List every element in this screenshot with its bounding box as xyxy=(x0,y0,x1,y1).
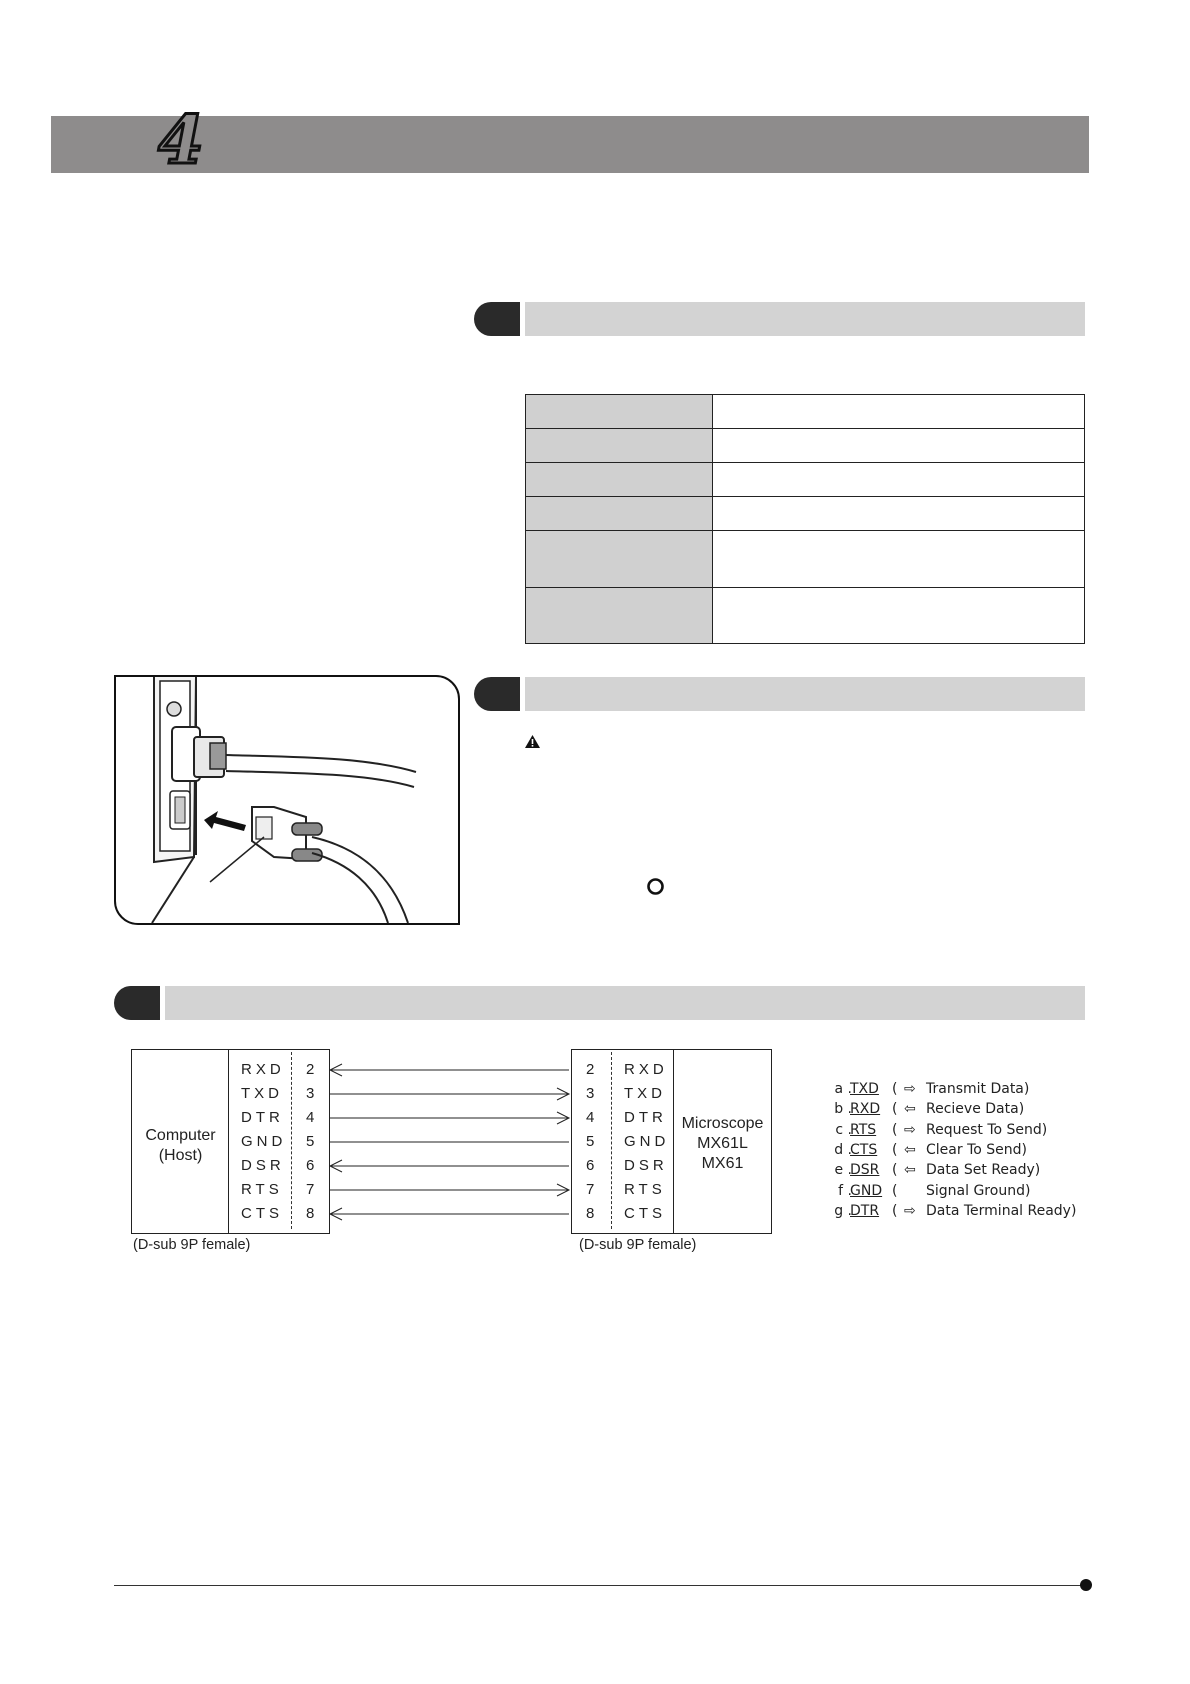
left-pin-signal: DSR xyxy=(241,1157,285,1174)
legend-abbreviation: RXD xyxy=(850,1101,881,1118)
legend-direction-arrow-icon: ⇨ xyxy=(904,1202,916,1219)
legend-direction-arrow-icon: ⇨ xyxy=(904,1081,916,1097)
legend-abbreviation: TXD xyxy=(850,1081,879,1097)
right-pin-number: 7 xyxy=(586,1181,595,1198)
legend-letter: b . xyxy=(834,1101,852,1118)
chapter-number: 4 xyxy=(158,101,204,179)
legend-paren: ( xyxy=(892,1101,898,1118)
model-label-2: MX61 xyxy=(701,1155,744,1172)
computer-label: Computer xyxy=(145,1127,216,1144)
left-pin-number: 8 xyxy=(306,1205,315,1222)
legend-description: Data Set Ready) xyxy=(926,1162,1041,1179)
left-pin-signal: RTS xyxy=(241,1181,283,1198)
right-pin-signal: RXD xyxy=(624,1061,668,1078)
left-connector-caption: (D-sub 9P female) xyxy=(133,1237,251,1253)
right-pin-number: 4 xyxy=(586,1109,595,1126)
legend-abbreviation: CTS xyxy=(850,1141,878,1158)
legend-abbreviation: DTR xyxy=(850,1202,880,1219)
left-pin-number: 5 xyxy=(306,1133,315,1150)
left-pin-signal: CTS xyxy=(241,1205,283,1222)
legend-letter: c . xyxy=(835,1121,852,1138)
left-pin-signal: DTR xyxy=(241,1109,284,1126)
left-pin-number: 7 xyxy=(306,1181,315,1198)
right-pin-signal: DSR xyxy=(624,1157,668,1174)
right-pin-signal: TXD xyxy=(624,1085,666,1102)
legend-description: Data Terminal Ready) xyxy=(926,1202,1077,1219)
legend-paren: ( xyxy=(892,1141,898,1158)
left-pin-signal: TXD xyxy=(241,1085,283,1102)
legend-paren: ( xyxy=(892,1182,898,1199)
footer-rule xyxy=(114,1585,1084,1586)
legend-letter: g . xyxy=(834,1202,852,1219)
legend-abbreviation: RTS xyxy=(850,1121,877,1138)
microscope-label: Microscope xyxy=(681,1115,764,1132)
legend-direction-arrow-icon: ⇨ xyxy=(904,1121,916,1138)
right-pin-number: 8 xyxy=(586,1205,595,1222)
legend-description: Signal Ground) xyxy=(926,1182,1031,1199)
legend-letter: f . xyxy=(838,1182,852,1199)
legend-paren: ( xyxy=(892,1121,898,1138)
legend-abbreviation: DSR xyxy=(850,1162,880,1179)
legend-description: Clear To Send) xyxy=(926,1141,1027,1158)
model-label-1: MX61L xyxy=(697,1135,748,1152)
left-pin-number: 4 xyxy=(306,1109,315,1126)
legend-description: Transmit Data) xyxy=(926,1081,1030,1097)
right-pin-signal: RTS xyxy=(624,1181,666,1198)
right-pin-number: 5 xyxy=(586,1133,595,1150)
legend-letter: d . xyxy=(834,1141,852,1158)
right-pin-signal: GND xyxy=(624,1133,670,1150)
legend-abbreviation: GND xyxy=(850,1182,883,1199)
right-connector-caption: (D-sub 9P female) xyxy=(579,1237,697,1253)
legend-direction-arrow-icon: ⇦ xyxy=(904,1162,916,1179)
host-label: (Host) xyxy=(158,1147,203,1164)
footer-dot xyxy=(1080,1579,1092,1591)
legend-paren: ( xyxy=(892,1081,898,1097)
legend-paren: ( xyxy=(892,1202,898,1219)
right-pin-signal: CTS xyxy=(624,1205,666,1222)
legend-letter: a . xyxy=(834,1081,852,1097)
legend-description: Recieve Data) xyxy=(926,1101,1025,1118)
right-pin-number: 2 xyxy=(586,1061,595,1078)
left-pin-signal: GND xyxy=(241,1133,287,1150)
left-pin-number: 3 xyxy=(306,1085,315,1102)
legend-letter: e . xyxy=(834,1162,852,1179)
legend-direction-arrow-icon: ⇦ xyxy=(904,1141,916,1158)
left-pin-signal: RXD xyxy=(241,1061,285,1078)
legend-paren: ( xyxy=(892,1162,898,1179)
right-pin-number: 6 xyxy=(586,1157,595,1174)
legend-description: Request To Send) xyxy=(926,1121,1048,1138)
left-pin-number: 6 xyxy=(306,1157,315,1174)
right-pin-signal: DTR xyxy=(624,1109,667,1126)
right-pin-number: 3 xyxy=(586,1085,595,1102)
left-pin-number: 2 xyxy=(306,1061,315,1078)
legend-direction-arrow-icon: ⇦ xyxy=(904,1101,916,1118)
